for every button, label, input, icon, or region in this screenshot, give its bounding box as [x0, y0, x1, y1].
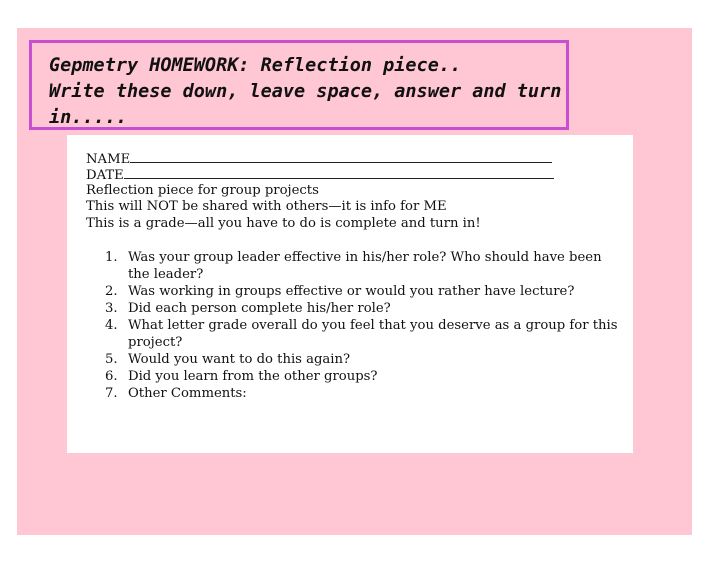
question-number: 7. [105, 386, 118, 401]
question-number: 4. [105, 318, 118, 333]
question-number: 2. [105, 284, 118, 299]
question-item [105, 300, 625, 317]
question-text: Did each person complete his/her role? [128, 301, 391, 316]
question-item [105, 249, 625, 283]
question-number: 3. [105, 301, 118, 316]
question-text: Was working in groups effective or would you rather have lecture? [128, 284, 575, 299]
question-text: What letter grade overall do you feel that you deserve as a group for this project? [128, 318, 618, 350]
question-item [105, 283, 625, 300]
title-line: Gepmetry HOMEWORK: Reflection piece.. [49, 55, 462, 76]
name-blank-line [130, 150, 552, 163]
title-box [29, 40, 569, 130]
question-list [105, 249, 625, 402]
doc-subtitle: Reflection piece for group projects [86, 183, 319, 198]
question-item [105, 368, 625, 385]
date-field [86, 166, 554, 184]
question-number: 5. [105, 352, 118, 367]
question-number: 1. [105, 250, 118, 265]
question-item [105, 351, 625, 368]
worksheet-document [67, 135, 633, 453]
question-text: Other Comments: [128, 386, 247, 401]
doc-note: This will NOT be shared with others—it is info for ME [86, 199, 447, 214]
doc-instruction: This is a grade—all you have to do is complete and turn in! [86, 216, 481, 231]
question-item [105, 317, 625, 351]
title-line: Write these down, leave space, answer and turn [49, 81, 562, 102]
title-line: in..... [49, 107, 127, 128]
question-text: Would you want to do this again? [128, 352, 351, 367]
question-item [105, 385, 625, 402]
date-blank-line [124, 166, 554, 179]
question-text: Did you learn from the other groups? [128, 369, 378, 384]
name-label: NAME [86, 152, 131, 167]
date-label: DATE [86, 168, 124, 183]
question-text: Was your group leader effective in his/her role? Who should have been the leader? [128, 250, 602, 282]
question-number: 6. [105, 369, 118, 384]
